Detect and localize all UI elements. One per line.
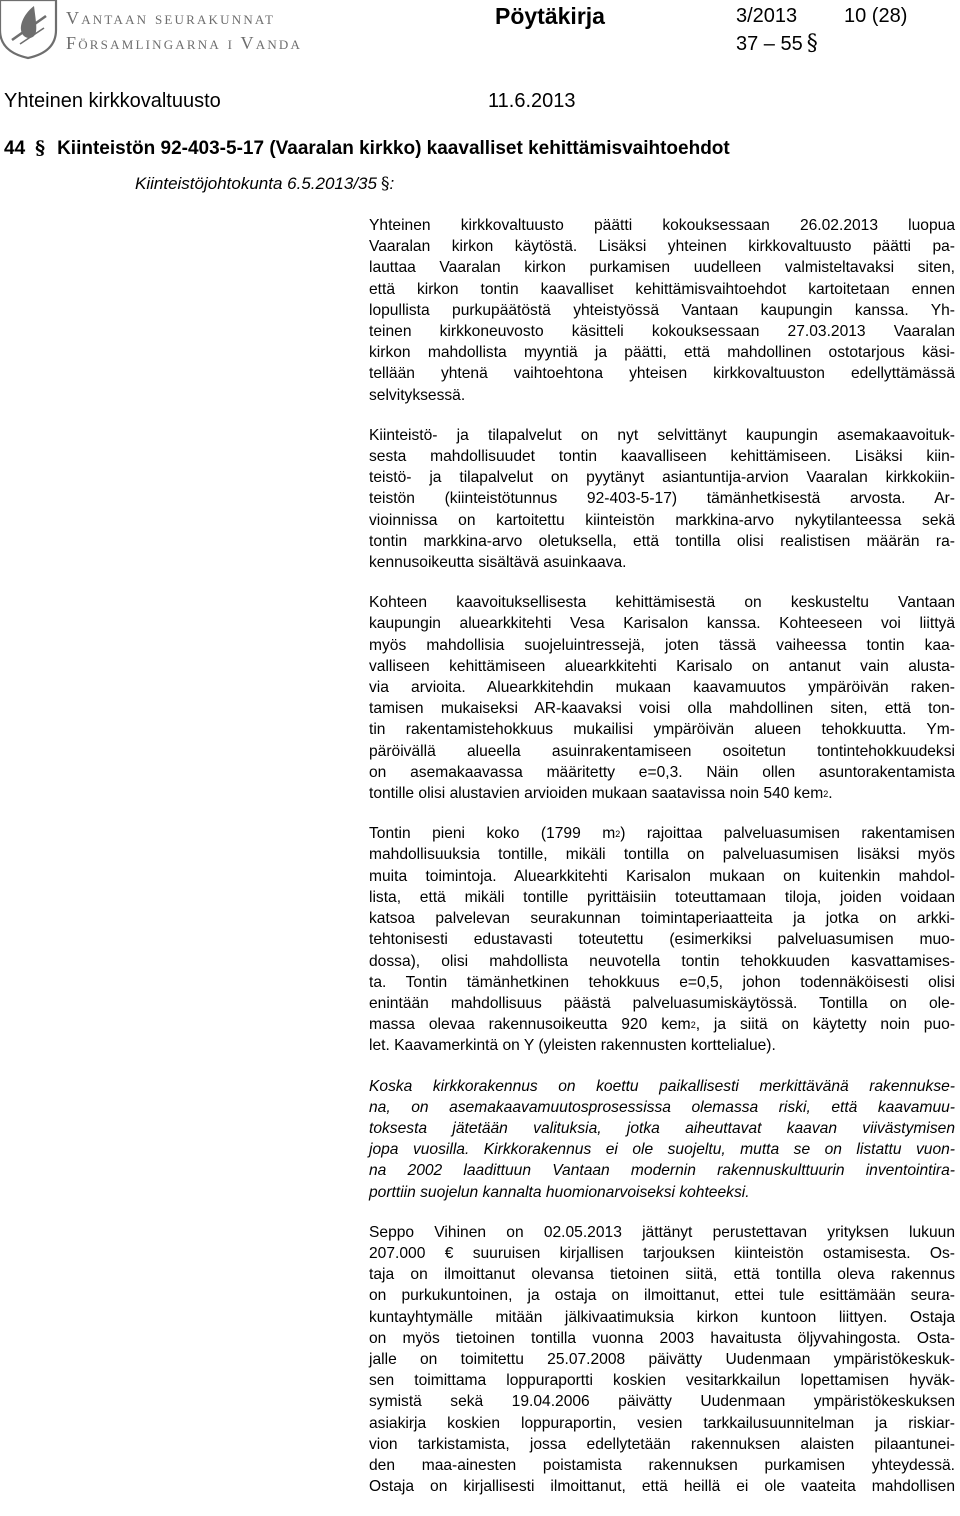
text-line: [369, 425, 955, 446]
line-text: tontille olisi alustavien arvioiden mukaan saatavissa noin 540 kem: [369, 785, 824, 803]
text-line: [369, 993, 955, 1014]
text-line: [369, 592, 955, 613]
line-text: Koska kirkkorakennus on koettu paikallisesti merkittävänä rakennukse-: [369, 1077, 955, 1095]
line-text: let. Kaavamerkintä on Y (yleisten rakennusten korttelialue).: [369, 1037, 776, 1055]
text-line: [369, 1182, 955, 1203]
line-text: teistön (kiinteistötunnus 92-403-5-17) tämänhetkisestä arvosta. Ar-: [369, 490, 955, 508]
line-text: selvityksessä.: [369, 386, 466, 404]
line-text: muita toimintoja. Aluearkkitehti Karisalon mukaan on kuitenkin mahdol-: [369, 867, 955, 885]
text-line: [369, 1014, 955, 1035]
text-line: [369, 488, 955, 509]
text-line: [369, 279, 955, 300]
text-line: [369, 531, 955, 552]
body-paragraph: [369, 592, 955, 804]
text-line: [369, 363, 955, 384]
page-number: 10 (28): [844, 5, 908, 27]
line-text: myös mahdollisia suojeluintressejä, joten tässä vaiheessa tontin kaa-: [369, 636, 955, 654]
text-line: [369, 1097, 955, 1118]
text-line: [369, 1455, 955, 1476]
section-sign-icon: §: [380, 174, 390, 194]
line-text: on asemakaavassa määritetty e=0,3. Näin ollen asuntorakentamista: [369, 763, 955, 781]
text-line: [369, 1118, 955, 1139]
meeting-date: 11.6.2013: [488, 90, 576, 112]
section-heading: [4, 137, 730, 160]
line-text: Kohteen kaavoituksellisesta kehittämisestä on keskusteltu Vantaan: [369, 594, 955, 612]
organization-name: [66, 6, 302, 56]
line-text: Ostaja on kirjallisesti ilmoittanut, että heillä ei ole vaateita mahdollisen: [369, 1478, 955, 1496]
text-line: [369, 1160, 955, 1181]
preparation-text: Kiinteistöjohtokunta 6.5.2013/35: [135, 174, 377, 193]
text-line: [369, 1476, 955, 1497]
line-text: massa olevaa rakennusoikeutta 920 kem: [369, 1016, 691, 1034]
line-text: via arvioita. Aluearkkitehdin mukaan kaavamuutos ympäröivän raken-: [369, 679, 955, 697]
line-text: tin rakentamistehokkuus mukailisi ympäröivän alueen tehokkuutta. Ym-: [369, 721, 955, 739]
text-line: [369, 908, 955, 929]
line-text: kuntayhtymälle mitään jälkivaatimuksia kirkon kuntoon liittyen. Ostaja: [369, 1308, 955, 1326]
text-line: [369, 929, 955, 950]
text-line: [369, 613, 955, 634]
line-text: lista, että mikäli tontille pyrittäisiin toteuttamaan tiloja, joiden voidaan: [369, 888, 955, 906]
line-text: asiakirja koskien loppuraportin, vesien tarkkailusuunnitelman ja riskiar-: [369, 1414, 955, 1432]
text-line: [369, 1413, 955, 1434]
text-line: [369, 741, 955, 762]
superscript: 2: [690, 1020, 696, 1031]
body-paragraph: [369, 1222, 955, 1498]
text-line: [369, 1139, 955, 1160]
text-line: [369, 866, 955, 887]
text-line: [369, 1391, 955, 1412]
line-text: kaupungin aluearkkitehti Vesa Karisalon kanssa. Kohteeseen voi liittyä: [369, 615, 955, 633]
line-text: tellään yhtenä vaihtoehtona yhteisen kirkkovaltuuston edellyttämässä: [369, 365, 955, 383]
text-line: [369, 552, 955, 573]
text-line: [369, 972, 955, 993]
line-text: lauttaa Vaaralan kirkon purkamisen uudelleen valmisteltavaksi siten,: [369, 259, 955, 277]
line-text: sen toimittama loppuraportti koskien vesitarkkailun lopettamisen hyväk-: [369, 1372, 955, 1390]
text-line: [369, 951, 955, 972]
line-text: ta. Tontin tämänhetkinen tehokkuus e=0,5, johon todennäköisesti olisi: [369, 973, 955, 991]
text-line: [369, 300, 955, 321]
paragraph-range-text: 37 – 55: [736, 33, 803, 55]
line-text: että kirkon tontin kaavalliset kehittämisvaihtoehdot kartoitetaan ennen: [369, 280, 955, 298]
line-text: Tontin pieni koko (1799 m: [369, 825, 616, 843]
text-line: [369, 656, 955, 677]
line-text: dossa), olisi mahdollista neuvotella tontin tehokkuuden kasvattamises-: [369, 952, 955, 970]
line-text: Kiinteistö- ja tilapalvelut on nyt selvittänyt kaupungin asemakaavoituk-: [369, 426, 955, 444]
document-type: Pöytäkirja: [495, 3, 605, 29]
text-line: [369, 1349, 955, 1370]
organization-name-fi: Vantaan seurakunnat: [66, 8, 276, 28]
text-line: [369, 844, 955, 865]
line-text: on myös tietoinen tontilla vuonna 2003 havaitusta öljyvahingosta. Osta-: [369, 1329, 955, 1347]
line-text: Yhteinen kirkkovaltuusto päätti kokouksessaan 26.02.2013 luopua: [369, 217, 955, 234]
line-text: den maa-ainesten poistamista rakennuksen purkamisen yhteydessä.: [369, 1456, 955, 1474]
preparation-reference: [135, 174, 394, 194]
line-text: 207.000 € suuruisen kirjallisen tarjouksen kiinteistön ostamisesta. Os-: [369, 1244, 955, 1262]
text-line: [369, 1076, 955, 1097]
line-text: jalle on toimitettu 25.07.2008 päivätty Uudenmaan ympäristökeskuk-: [369, 1350, 955, 1368]
text-line: [369, 1370, 955, 1391]
line-text: lopullista purkupäätöstä yhteistyössä Vantaan kaupungin kanssa. Yh-: [369, 301, 955, 319]
line-text: kirkon mahdollista myyntiä ja päätti, että mahdollinen ostotarjous käsi-: [369, 344, 955, 362]
line-text: päröivällä alueella asuinrakentamiseen osoitetun tontintehokkuudeksi: [369, 742, 955, 760]
line-text-tail: , ja siitä on käytetty noin puo-: [695, 1016, 956, 1034]
line-text: vion tarkistamista, jossa edellytetään rakennuksen alaisten pilaantunei-: [369, 1435, 955, 1453]
line-text: taja on ilmoittanut olevansa tietoinen siitä, että tontilla oleva rakennus: [369, 1266, 955, 1284]
line-text: teinen kirkkoneuvosto käsitteli kokouksessaan 27.03.2013 Vaaralan: [369, 323, 955, 341]
text-line: [369, 762, 955, 783]
line-text: tontin markkina-arvo oletuksella, että tontilla olisi realistisen määrän ra-: [369, 532, 955, 550]
section-number: 44: [4, 138, 26, 159]
text-line: [369, 1222, 955, 1243]
body-paragraph: [369, 823, 955, 1056]
line-text: toksesta jätetään valituksia, jotka aiheuttavat kaavan viivästymisen: [369, 1119, 955, 1137]
text-line: [369, 385, 955, 406]
line-text: teistö- ja tilapalvelut on pyytänyt asiantuntija-arvion Vaaralan kirkkokiin-: [369, 469, 955, 487]
line-text: vioinnissa on kartoitettu kiinteistön markkina-arvo nykytilanteessa sekä: [369, 511, 955, 529]
paragraph-range: [736, 31, 818, 56]
text-line: [369, 1307, 955, 1328]
meeting-body: Yhteinen kirkkovaltuusto: [4, 90, 221, 112]
text-line: [369, 783, 955, 804]
line-text-tail: .: [828, 785, 833, 803]
line-text: kennusoikeutta sisältävä asuinkaava.: [369, 554, 627, 572]
line-text: katsoa palvelevan seurakunnan toimintaperiaatteita ja jotka on arkki-: [369, 910, 955, 928]
line-text: tehtonisesti edustavasti toteutettu (esimerkiksi palveluasumisen muo-: [369, 931, 955, 949]
line-text: na 2002 laadittuun Vantaan modernin rakennuskulttuurin inventointira-: [369, 1162, 955, 1180]
line-text: tamisen mukaiseksi AR-kaavaksi voisi olla mahdollinen siten, että ton-: [369, 700, 955, 718]
text-line: [369, 1434, 955, 1455]
line-text: sesta mahdollisuudet tontin kaavalliseen kehittämiseen. Lisäksi kiin-: [369, 448, 955, 466]
text-line: [369, 342, 955, 363]
line-text: Seppo Vihinen on 02.05.2013 jättänyt perustettavan yrityksen lukuun: [369, 1223, 955, 1241]
text-line: [369, 510, 955, 531]
section-sign-icon: §: [806, 31, 818, 56]
text-line: [369, 1328, 955, 1349]
section-body: [369, 215, 955, 1516]
document-number: 3/2013: [736, 5, 798, 27]
text-line: [369, 698, 955, 719]
text-line: [369, 446, 955, 467]
text-line: [369, 887, 955, 908]
text-line: [369, 257, 955, 278]
preparation-suffix: :: [389, 174, 395, 193]
line-text: na, on asemakaavamuutosprosessissa olemassa riski, että kaavamuu-: [369, 1098, 955, 1116]
text-line: [369, 719, 955, 740]
text-line: [369, 677, 955, 698]
line-text: valliseen kehittämiseen aluearkkitehti Karisalo on antanut vain alusta-: [369, 657, 955, 675]
superscript: 2: [615, 829, 621, 840]
line-text: enintään mahdollisuus päästä palveluasumiskäytössä. Tontilla on ole-: [369, 994, 955, 1012]
line-text: Vaaralan kirkon käytöstä. Lisäksi yhteinen kirkkovaltuusto päätti pa-: [369, 238, 955, 256]
text-line: [369, 1035, 955, 1056]
body-paragraph: [369, 1076, 955, 1203]
text-line: [369, 236, 955, 257]
text-line: [369, 1243, 955, 1264]
text-line: [369, 321, 955, 342]
text-line: [369, 1264, 955, 1285]
superscript: 2: [823, 789, 829, 800]
line-text: mahdollisuuksia tontille, mikäli tontilla on palveluasumisen lisäksi myös: [369, 846, 955, 864]
text-line: [369, 1285, 955, 1306]
line-text: on purkukuntoinen, ja ostaja on ilmoittanut, ettei tule esittämään seura-: [369, 1287, 955, 1305]
body-paragraph: [369, 215, 955, 406]
section-sign-icon: §: [35, 137, 46, 159]
line-text: symistä sekä 19.04.2006 päivätty Uudenmaan ympäristökeskuksen: [369, 1393, 955, 1411]
body-paragraph: [369, 425, 955, 573]
church-logo: [0, 0, 60, 60]
organization-name-sv: Församlingarna i Vanda: [66, 33, 303, 53]
text-line: [369, 635, 955, 656]
text-line: [369, 823, 955, 844]
line-text: jopa vuosilla. Kirkkorakennus ei ole suojeltu, mutta se on listattu vuon-: [369, 1141, 955, 1159]
line-text-tail: ) rajoittaa palveluasumisen rakentamisen: [620, 825, 955, 843]
section-title: Kiinteistön 92-403-5-17 (Vaaralan kirkko) kaavalliset kehittämisvaihtoehdot: [57, 138, 730, 159]
text-line: [369, 215, 955, 236]
line-text: porttiin suojelun kannalta huomionarvoiseksi kohteeksi.: [369, 1183, 750, 1201]
text-line: [369, 467, 955, 488]
